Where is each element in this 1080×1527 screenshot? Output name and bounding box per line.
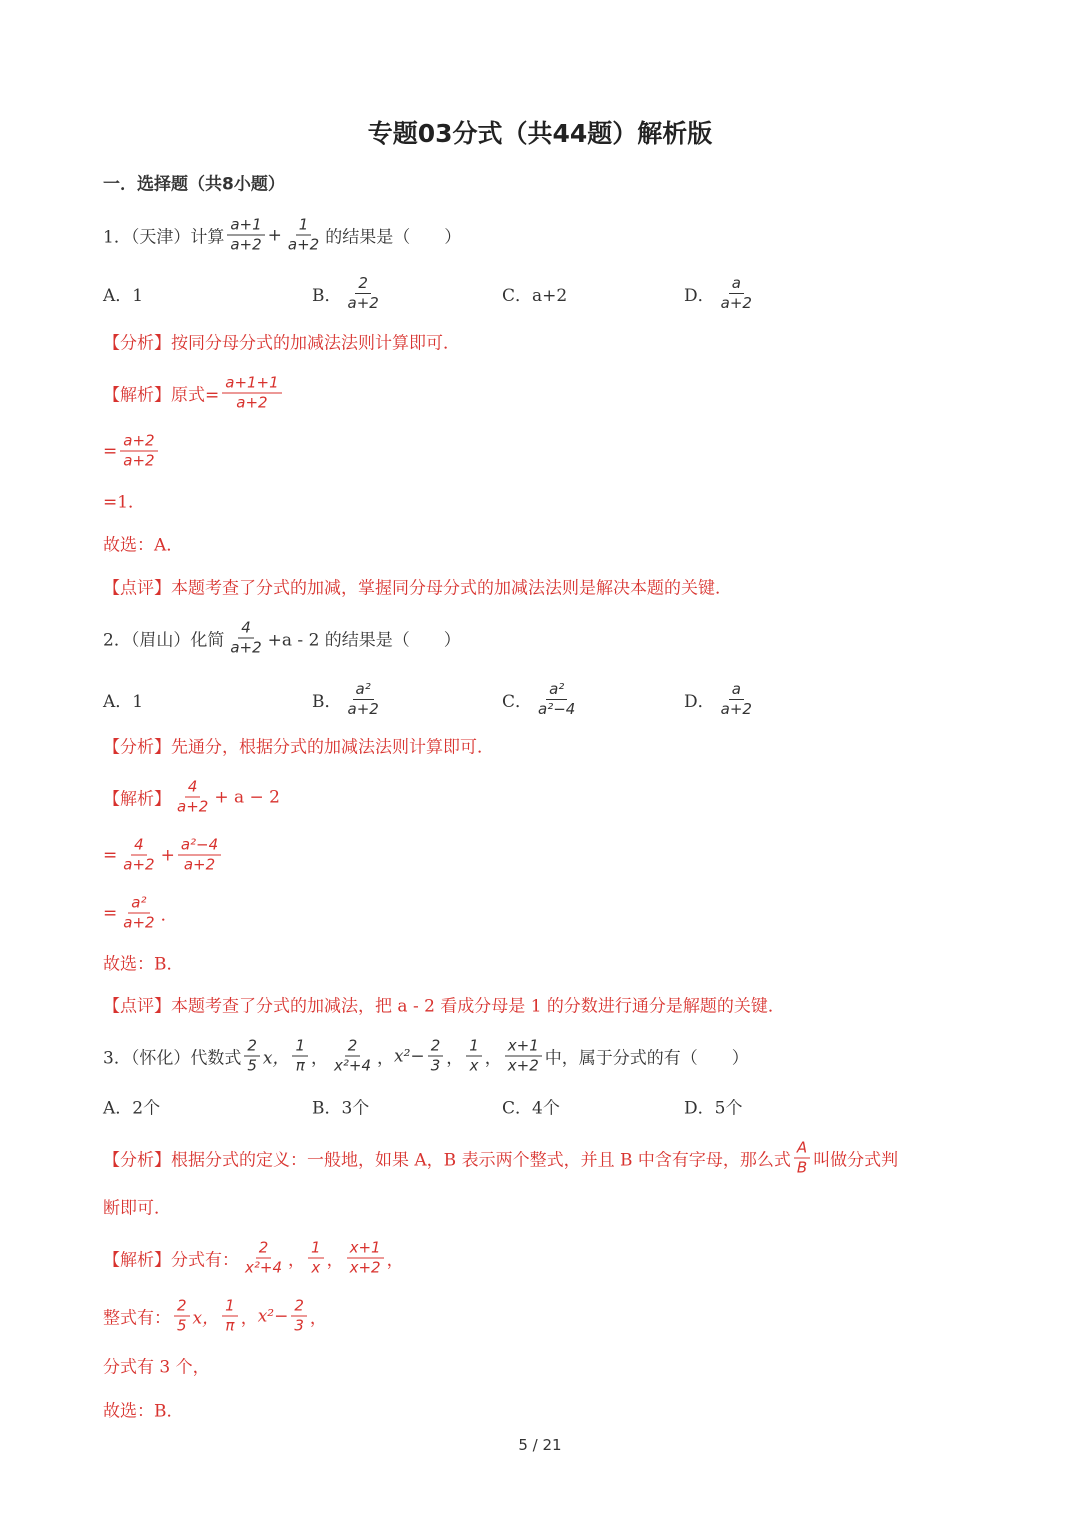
choice: 故选：A． xyxy=(103,535,184,556)
denominator: a+2 xyxy=(123,913,155,932)
option-b xyxy=(312,270,385,316)
text: ． xyxy=(160,905,178,926)
numerator: 2 xyxy=(345,1037,361,1057)
text: ， xyxy=(386,1250,404,1271)
page-title: 专题03分式（共44题）解析版 xyxy=(367,119,713,148)
text: x， xyxy=(192,1308,220,1329)
solution xyxy=(103,778,280,817)
text: x， xyxy=(262,1048,290,1069)
text: 【解析】原式= xyxy=(103,385,220,406)
text: 中，属于分式的有（ ） xyxy=(544,1048,749,1069)
question-2 xyxy=(103,619,461,658)
text: D． xyxy=(684,285,715,306)
fraction xyxy=(345,680,382,719)
fraction xyxy=(794,1139,810,1178)
denominator: a+2 xyxy=(123,451,155,470)
option-c: C．a+2 xyxy=(502,285,568,306)
denominator: x xyxy=(311,1258,321,1277)
fraction xyxy=(120,836,157,875)
fraction xyxy=(291,1297,307,1336)
text: + xyxy=(160,845,175,865)
page-number: 5 / 21 xyxy=(518,1436,562,1454)
numerator: 1 xyxy=(308,1239,324,1259)
text: ， xyxy=(446,1048,464,1069)
numerator: 4 xyxy=(185,778,201,798)
text: + a − 2 xyxy=(214,787,280,807)
numerator: 2 xyxy=(256,1239,272,1259)
text: B． xyxy=(312,285,342,306)
fraction xyxy=(242,1239,285,1278)
option-d xyxy=(684,676,758,722)
option-d xyxy=(684,270,758,316)
denominator: a+2 xyxy=(720,293,752,312)
fraction xyxy=(345,274,382,313)
numerator: a xyxy=(729,274,744,294)
fraction xyxy=(222,374,281,413)
numerator: a+2 xyxy=(120,432,157,452)
question-3 xyxy=(103,1037,749,1076)
text: = xyxy=(103,903,118,923)
numerator: a² xyxy=(353,680,374,700)
question-text: 1．（天津）计算 xyxy=(103,227,225,248)
operator: + xyxy=(267,225,282,245)
fraction xyxy=(535,680,578,719)
text: ， xyxy=(377,1048,395,1069)
numerator: 1 xyxy=(292,1037,308,1057)
choice: 故选：B． xyxy=(103,1401,184,1422)
text: 3．（怀化）代数式 xyxy=(103,1048,242,1069)
numerator: 2 xyxy=(174,1297,190,1317)
numerator: 2 xyxy=(355,274,371,294)
fraction xyxy=(174,1297,190,1336)
text: ， xyxy=(311,1048,329,1069)
section-heading: 一．选择题（共8小题） xyxy=(103,174,285,195)
option-b: B．3个 xyxy=(312,1098,370,1119)
solution-step xyxy=(103,836,224,875)
question-1 xyxy=(103,216,461,255)
fraction xyxy=(505,1037,542,1076)
denominator: a+2 xyxy=(123,855,155,874)
denominator: 5 xyxy=(247,1056,257,1075)
option-a: A．1 xyxy=(103,691,144,712)
text: 2．（眉山）化简 xyxy=(103,630,225,651)
numerator: A xyxy=(794,1139,810,1159)
text: = xyxy=(103,441,118,461)
numerator: a+1+1 xyxy=(222,374,281,394)
denominator: x xyxy=(469,1056,479,1075)
denominator: a+2 xyxy=(236,393,268,412)
fraction xyxy=(718,274,755,313)
text: ， xyxy=(484,1048,502,1069)
denominator: 5 xyxy=(177,1316,187,1335)
text: 【解析】 xyxy=(103,789,171,810)
analysis: 【分析】先通分，根据分式的加减法法则计算即可． xyxy=(103,737,494,758)
denominator: 3 xyxy=(430,1056,441,1075)
denominator: a+2 xyxy=(287,235,320,254)
option-b xyxy=(312,676,385,722)
denominator: π xyxy=(295,1056,305,1075)
numerator: a² xyxy=(546,680,567,700)
numerator: 2 xyxy=(428,1037,444,1057)
fraction xyxy=(347,1239,384,1278)
analysis xyxy=(103,1139,898,1178)
denominator: x+2 xyxy=(349,1258,381,1277)
text: D． xyxy=(684,691,715,712)
denominator: a+2 xyxy=(230,638,262,657)
text: B． xyxy=(312,691,342,712)
option-d: D．5个 xyxy=(684,1098,743,1119)
fraction xyxy=(331,1037,374,1076)
fraction xyxy=(718,680,755,719)
fraction xyxy=(174,778,211,817)
analysis-continued: 断即可． xyxy=(103,1198,171,1219)
fraction xyxy=(227,619,264,658)
fraction xyxy=(222,1297,238,1336)
text: ， xyxy=(326,1250,344,1271)
numerator: a xyxy=(729,680,744,700)
numerator: 2 xyxy=(291,1297,307,1317)
fraction xyxy=(244,1037,260,1076)
numerator: 4 xyxy=(131,836,147,856)
denominator: a+2 xyxy=(347,699,379,718)
text: 【分析】根据分式的定义：一般地，如果 A，B 表示两个整式，并且 B 中含有字母，那么式 xyxy=(103,1150,791,1171)
denominator: a²−4 xyxy=(538,699,576,718)
fraction xyxy=(178,836,221,875)
solution-step: =1． xyxy=(103,492,146,513)
denominator: x²+4 xyxy=(245,1258,283,1277)
solution-step xyxy=(103,432,161,471)
fraction xyxy=(292,1037,308,1076)
numerator: a² xyxy=(128,894,149,914)
numerator: x+1 xyxy=(505,1037,542,1057)
text: 【解析】分式有： xyxy=(103,1250,239,1271)
text: = xyxy=(103,845,118,865)
denominator: a+2 xyxy=(177,797,209,816)
option-c: C．4个 xyxy=(502,1098,560,1119)
numerator: 4 xyxy=(238,619,254,639)
fraction xyxy=(466,1037,482,1076)
text: 整式有： xyxy=(103,1308,171,1329)
denominator: x+2 xyxy=(507,1056,539,1075)
comment: 【点评】本题考查了分式的加减，掌握同分母分式的加减法法则是解决本题的关键． xyxy=(103,578,732,599)
numerator: x+1 xyxy=(347,1239,384,1259)
fraction xyxy=(285,216,322,255)
text: x²− xyxy=(257,1306,289,1326)
comment: 【点评】本题考查了分式的加减法，把 a - 2 看成分母是 1 的分数进行通分是解题的关键． xyxy=(103,996,785,1017)
solution xyxy=(103,1239,404,1278)
option-c xyxy=(502,676,581,722)
solution xyxy=(103,374,285,413)
option-a: A．1 xyxy=(103,285,144,306)
text: 叫做分式判 xyxy=(813,1150,899,1171)
text: +a - 2 的结果是（ ） xyxy=(267,630,461,651)
fraction xyxy=(120,432,157,471)
denominator: a+2 xyxy=(720,699,752,718)
text: ， xyxy=(240,1308,258,1329)
numerator: 2 xyxy=(244,1037,260,1057)
solution-step xyxy=(103,1297,327,1336)
fraction xyxy=(227,216,264,255)
choice: 故选：B． xyxy=(103,954,184,975)
numerator: 1 xyxy=(466,1037,482,1057)
numerator: 1 xyxy=(296,216,312,236)
fraction xyxy=(120,894,157,933)
solution-step: 分式有 3 个， xyxy=(103,1357,210,1378)
denominator: a+2 xyxy=(183,855,216,874)
text: C． xyxy=(502,691,533,712)
denominator: x²+4 xyxy=(334,1056,372,1075)
analysis: 【分析】按同分母分式的加减法法则计算即可． xyxy=(103,333,460,354)
question-text: 的结果是（ ） xyxy=(325,227,462,248)
denominator: a+2 xyxy=(347,293,379,312)
denominator: π xyxy=(225,1316,235,1335)
denominator: B xyxy=(796,1158,808,1177)
text: ， xyxy=(288,1250,306,1271)
numerator: a²−4 xyxy=(178,836,221,856)
numerator: 1 xyxy=(222,1297,238,1317)
option-a: A．2个 xyxy=(103,1098,161,1119)
fraction xyxy=(308,1239,324,1278)
fraction xyxy=(428,1037,444,1076)
solution-step xyxy=(103,894,178,933)
numerator: a+1 xyxy=(227,216,264,236)
text: x²− xyxy=(394,1046,425,1066)
denominator: 3 xyxy=(294,1316,304,1335)
denominator: a+2 xyxy=(230,235,262,254)
text: ， xyxy=(309,1308,327,1329)
